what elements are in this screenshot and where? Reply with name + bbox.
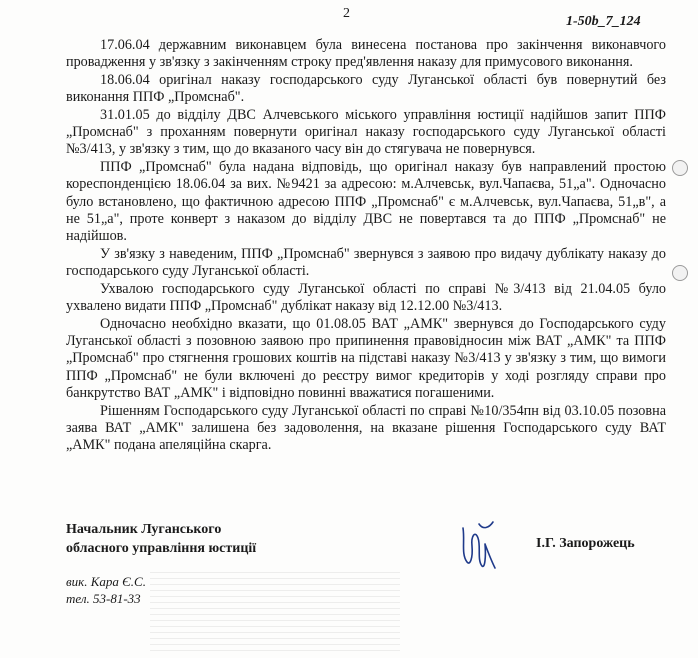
body-text bbox=[66, 37, 666, 455]
handwritten-signature bbox=[455, 516, 500, 571]
executor-phone: тел. 53-81-33 bbox=[66, 591, 141, 606]
signatory-title bbox=[66, 520, 256, 558]
paragraph: Рішенням Господарського суду Луганської області по справі №10/354пн від 03.10.05 позовна заява ВАТ „АМК" залишена без задоволення, на вказане рішення Господарського суду ВАТ „АМК" подана апеляційна скарга. bbox=[66, 402, 666, 454]
paragraph: Одночасно необхідно вказати, що 01.08.05 ВАТ „АМК" звернувся до Господарського суду Луганської області з позовною заявою про припинення правовідносин між ВАТ „АМК" та ППФ „Промснаб" про стягнення грошових коштів на підставі наказу №3/413 у зв'язку з тим, що вимоги ППФ „Промснаб" не були включені до реєстру вимог кредиторів у ході розгляду справи про банкрутство ВАТ „АМК" і відповідно повинні вважатися погашеними. bbox=[66, 315, 666, 402]
bleed-through-texture bbox=[150, 572, 400, 652]
punch-hole bbox=[672, 160, 688, 176]
signatory-title-line: Начальник Луганського bbox=[66, 522, 222, 537]
executor-name: вик. Кара Є.С. bbox=[66, 574, 146, 589]
punch-hole bbox=[672, 265, 688, 281]
paragraph: У зв'язку з наведеним, ППФ „Промснаб" звернувся з заявою про видачу дублікату наказу до господарського суду Луганської області. bbox=[66, 245, 666, 280]
paragraph: 31.01.05 до відділу ДВС Алчевського міського управління юстиції надійшов запит ППФ „Промснаб" з проханням повернути оригінал наказу господарського суду Луганської області №3/413, у зв'язку з тим, що до вказаного часу він до стягувача не повернувся. bbox=[66, 106, 666, 158]
signer-name: І.Г. Запорожець bbox=[536, 536, 635, 551]
paragraph: 17.06.04 державним виконавцем була винесена постанова про закінчення виконавчого провадження у зв'язку з закінченням строку пред'явлення наказу для примусового виконання. bbox=[66, 37, 666, 71]
paragraph: Ухвалою господарського суду Луганської області по справі №3/413 від 21.04.05 було ухвалено видати ППФ „Промснаб" дублікат наказу від 12.12.00 №3/413. bbox=[66, 280, 666, 315]
page-number: 2 bbox=[343, 6, 350, 21]
paragraph: ППФ „Промснаб" була надана відповідь, що оригінал наказу був направлений простою кореспонденцією 18.06.04 за вих. №9421 за адресою: м.Алчевськ, вул.Чапаєва, 51„а". Одночасно було встановлено, що фактичною адресою ППФ „Промснаб" є м.Алчевськ, вул.Чапаєва, 51„в", а не 51„а", проте конверт з наказом до відділу ДВС не повертався та до ППФ „Промснаб" не надійшов. bbox=[66, 158, 666, 245]
document-code: 1-50b_7_124 bbox=[566, 14, 641, 29]
signatory-title-line: обласного управління юстиції bbox=[66, 541, 257, 556]
executor-info bbox=[66, 573, 146, 607]
paragraph: 18.06.04 оригінал наказу господарського суду Луганської області був повернутий без виконання ППФ „Промснаб". bbox=[66, 71, 666, 106]
